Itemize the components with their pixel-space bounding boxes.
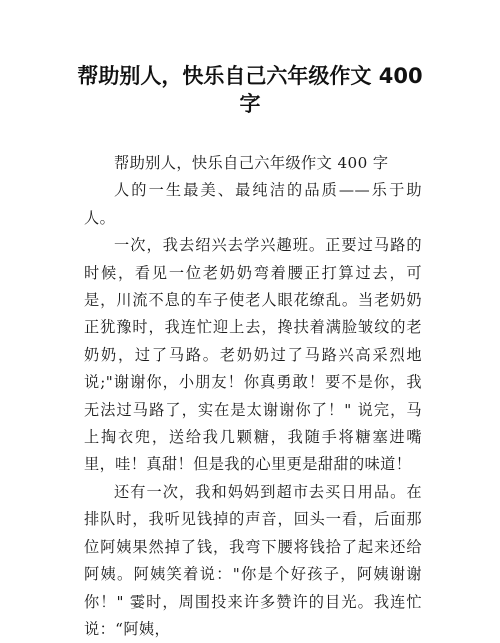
- title-line-1: 帮助别人，快乐自己六年级作文 400: [77, 64, 423, 88]
- document-title: [60, 62, 440, 118]
- paragraph-intro: 人的一生最美、最纯洁的品质——乐于助人。: [84, 181, 422, 227]
- paragraph-story-1: 一次，我去绍兴去学兴趣班。正要过马路的时候，看见一位老奶奶弯着腰正打算过去，可是，川流不息的车子使老人眼花缭乱。当老奶奶正犹豫时，我连忙迎上去，搀扶着满脸皱纹的老奶奶，过了马路。老奶奶过了马路兴高采烈地说;"谢谢你，小朋友！你真勇敢！要不是你，我无法过马路了，实在是太谢谢你了！" 说完，马上掏衣兜，送给我几颗糖，我随手将糖塞进嘴里，哇！真甜！但是我的心里更是甜甜的味道！: [84, 236, 422, 474]
- document-body: [84, 150, 422, 643]
- paragraph-story-2: 还有一次，我和妈妈到超市去买日用品。在排队时，我听见钱掉的声音，回头一看，后面那位阿姨果然掉了钱，我弯下腰将钱拾了起来还给阿姨。阿姨笑着说："你是个好孩子，阿姨谢谢你！" 霎时，周围投来许多赞许的目光。我连忙说：“阿姨，: [84, 482, 422, 638]
- paragraph-heading: 帮助别人，快乐自己六年级作文 400 字: [114, 154, 389, 172]
- title-line-2: 字: [239, 92, 261, 116]
